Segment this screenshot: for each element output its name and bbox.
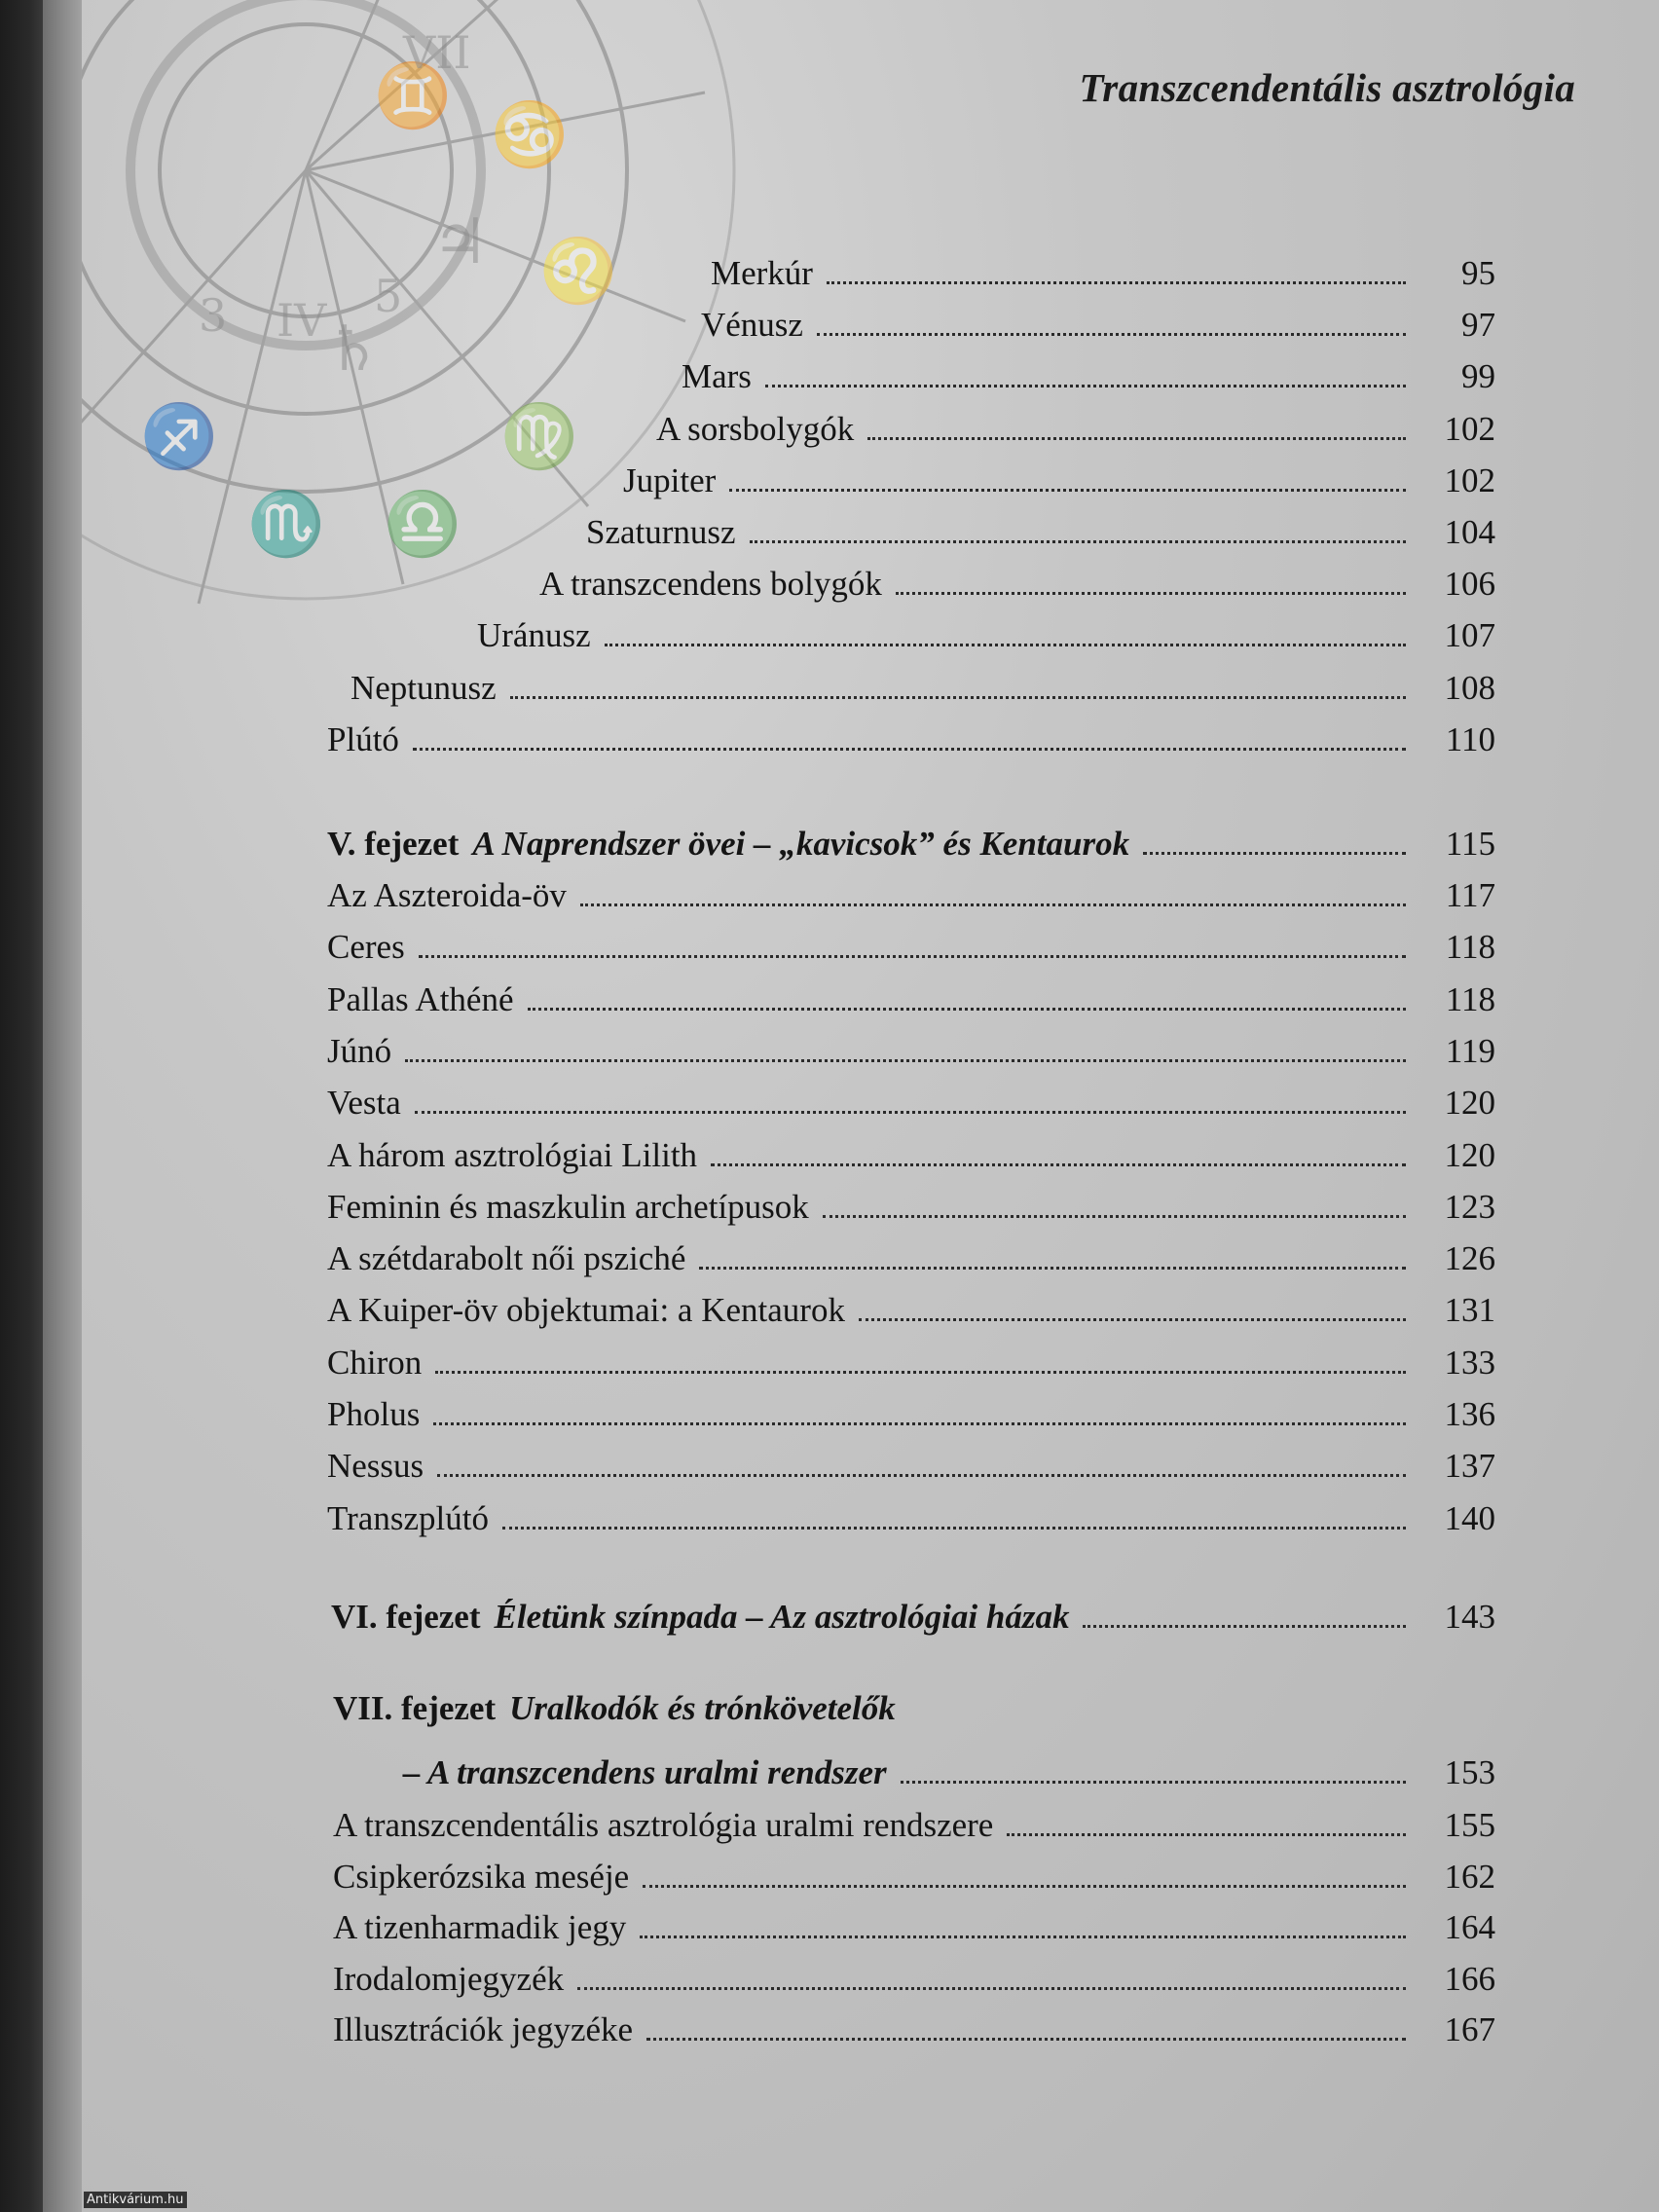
chapter-title: A Naprendszer övei – „kavicsok” és Kentaurok: [472, 825, 1130, 863]
entry-title: Transzplútó: [327, 1498, 489, 1537]
page-number: 118: [1445, 979, 1495, 1018]
page-number: 115: [1445, 825, 1495, 863]
dot-leader: [419, 955, 1406, 958]
page-number: 153: [1444, 1753, 1495, 1791]
dot-leader: [817, 333, 1406, 336]
page-number: 131: [1444, 1291, 1495, 1330]
page-number: 167: [1444, 2010, 1495, 2049]
entry-title: Merkúr: [711, 254, 813, 292]
dot-leader: [1007, 1833, 1406, 1836]
dot-leader: [1143, 852, 1406, 855]
dot-leader: [729, 489, 1406, 492]
entry-title: Pallas Athéné: [327, 979, 514, 1018]
dot-leader: [711, 1163, 1406, 1166]
chapter-title: Uralkodók és trónkövetelők: [509, 1689, 896, 1727]
page-number: 120: [1444, 1084, 1495, 1123]
toc-entry: [682, 343, 1495, 396]
dot-leader: [510, 696, 1406, 699]
toc-entry: [327, 1432, 1495, 1486]
toc-entry: [333, 1996, 1495, 2049]
svg-text:♋: ♋: [491, 99, 569, 171]
dot-leader: [901, 1781, 1406, 1784]
toc-entry: [327, 913, 1495, 967]
toc-entry: [623, 447, 1495, 498]
dot-leader: [580, 903, 1406, 906]
dot-leader: [765, 385, 1406, 387]
dot-leader: [699, 1267, 1406, 1270]
toc-entry: [656, 395, 1495, 446]
page-number: 137: [1444, 1447, 1495, 1486]
svg-text:♌: ♌: [539, 236, 617, 308]
page-number: 102: [1444, 461, 1495, 499]
page-number: 108: [1444, 668, 1495, 707]
entry-title: A transzcendentális asztrológia uralmi rendszere: [333, 1806, 994, 1844]
dot-leader: [643, 1885, 1406, 1888]
entry-title: Szaturnusz: [586, 513, 736, 551]
dot-leader: [415, 1111, 1406, 1114]
entry-title: Vénusz: [701, 306, 803, 345]
dot-leader: [867, 437, 1406, 440]
dot-leader: [528, 1008, 1407, 1011]
toc-chapter: [331, 1583, 1495, 1634]
entry-title: Júnó: [327, 1031, 392, 1070]
svg-text:VII: VII: [403, 26, 471, 79]
toc-entry: [477, 602, 1495, 655]
entry-title: Plútó: [327, 719, 399, 758]
page-number: 164: [1444, 1908, 1495, 1947]
entry-title: A szétdarabolt női psziché: [327, 1239, 686, 1278]
watermark: Antikvárium.hu: [84, 2192, 187, 2208]
page-number: 162: [1444, 1857, 1495, 1896]
entry-title: A transzcendens bolygók: [539, 565, 882, 604]
toc-entry: [327, 862, 1495, 912]
toc-entry: [327, 1485, 1495, 1535]
toc-entry: [333, 1945, 1495, 1996]
book-spine-shadow: [0, 0, 43, 2212]
entry-title: Illusztrációk jegyzéke: [333, 2010, 634, 2049]
running-header: Transzcendentális asztrológia: [1079, 65, 1575, 110]
dot-leader: [502, 1527, 1406, 1530]
toc-chapter: [327, 810, 1495, 861]
dot-leader: [827, 281, 1406, 284]
page-number: 117: [1445, 876, 1495, 914]
svg-text:♊: ♊: [374, 60, 452, 132]
dot-leader: [435, 1371, 1406, 1374]
dot-leader: [750, 540, 1406, 543]
dot-leader: [437, 1474, 1406, 1477]
dot-leader: [823, 1215, 1406, 1218]
toc-entry: [327, 1381, 1495, 1431]
entry-title: Csipkerózsika meséje: [333, 1857, 630, 1896]
toc-entry: [701, 291, 1495, 345]
toc-chapter-heading: [333, 1689, 896, 1728]
page-number: 166: [1444, 1959, 1495, 1998]
toc-entry: [327, 1225, 1495, 1278]
toc-entry: [327, 1017, 1495, 1068]
toc-entry: [333, 1843, 1495, 1894]
chapter-label: V. fejezet: [327, 825, 460, 863]
entry-title: Irodalomjegyzék: [333, 1959, 565, 1998]
toc-entry: [327, 1276, 1495, 1330]
entry-title: Neptunusz: [350, 668, 497, 707]
toc-entry: [333, 1791, 1495, 1842]
chapter-title: Életünk színpada – Az asztrológiai házak: [494, 1598, 1070, 1636]
entry-title: Uránusz: [477, 616, 591, 655]
page-number: 95: [1461, 254, 1495, 292]
entry-title: Nessus: [327, 1447, 424, 1486]
page-number: 104: [1444, 513, 1495, 551]
toc-chapter: [403, 1739, 1495, 1789]
page-number: 136: [1444, 1395, 1495, 1433]
toc-entry: [711, 240, 1495, 290]
svg-text:IV: IV: [276, 294, 327, 347]
svg-text:3: 3: [199, 289, 228, 342]
entry-title: Jupiter: [623, 461, 717, 499]
svg-text:♐: ♐: [140, 401, 218, 473]
book-page: [82, 0, 1659, 2212]
page-number: 120: [1444, 1135, 1495, 1174]
page-number: 99: [1461, 357, 1495, 396]
dot-leader: [405, 1059, 1406, 1062]
svg-text:♏: ♏: [247, 489, 325, 561]
entry-title: Mars: [682, 357, 752, 396]
page-number: 123: [1444, 1187, 1495, 1226]
dot-leader: [896, 592, 1406, 595]
entry-title: A tizenharmadik jegy: [333, 1908, 627, 1947]
book-spine-edge: [43, 0, 82, 2212]
page-number: 143: [1444, 1598, 1495, 1636]
toc-entry: [327, 1122, 1495, 1172]
dot-leader: [646, 2038, 1406, 2041]
entry-title: A Kuiper-öv objektumai: a Kentaurok: [327, 1291, 845, 1330]
page-number: 118: [1445, 928, 1495, 967]
entry-title: A három asztrológiai Lilith: [327, 1135, 698, 1174]
svg-text:♄: ♄: [325, 313, 382, 386]
entry-title: Az Aszteroida-öv: [327, 876, 567, 914]
page-number: 126: [1444, 1239, 1495, 1278]
page-number: 106: [1444, 565, 1495, 604]
toc-entry: [333, 1894, 1495, 1947]
toc-entry: [327, 706, 1495, 756]
entry-title: Chiron: [327, 1343, 423, 1382]
chapter-title-continued: – A transzcendens uralmi rendszer: [403, 1753, 887, 1791]
dot-leader: [413, 748, 1406, 751]
dot-leader: [1083, 1625, 1406, 1628]
dot-leader: [577, 1987, 1406, 1990]
dot-leader: [859, 1318, 1406, 1321]
page-number: 110: [1445, 719, 1495, 758]
toc-entry: [327, 1173, 1495, 1224]
chapter-label: VI. fejezet: [331, 1598, 481, 1636]
toc-entry: [327, 966, 1495, 1016]
toc-entry: [539, 550, 1495, 604]
toc-entry: [350, 654, 1495, 705]
entry-title: Ceres: [327, 928, 405, 967]
page-number: 119: [1445, 1031, 1495, 1070]
svg-text:5: 5: [374, 270, 403, 322]
dot-leader: [433, 1422, 1406, 1425]
dot-leader: [640, 1936, 1406, 1938]
page-number: 140: [1444, 1498, 1495, 1537]
toc-entry: [327, 1069, 1495, 1123]
svg-text:♃: ♃: [432, 206, 489, 278]
toc-entry: [586, 498, 1495, 549]
entry-title: Feminin és maszkulin archetípusok: [327, 1187, 809, 1226]
svg-text:♎: ♎: [384, 489, 461, 561]
entry-title: Vesta: [327, 1084, 401, 1123]
entry-title: Pholus: [327, 1395, 421, 1433]
page-number: 107: [1444, 616, 1495, 655]
chapter-label: VII. fejezet: [333, 1689, 497, 1727]
page-number: 133: [1444, 1343, 1495, 1382]
svg-text:♍: ♍: [500, 401, 578, 473]
page-number: 102: [1444, 409, 1495, 448]
page-number: 97: [1461, 306, 1495, 345]
entry-title: A sorsbolygók: [656, 409, 855, 448]
page-number: 155: [1444, 1806, 1495, 1844]
toc-entry: [327, 1329, 1495, 1380]
dot-leader: [605, 644, 1406, 646]
